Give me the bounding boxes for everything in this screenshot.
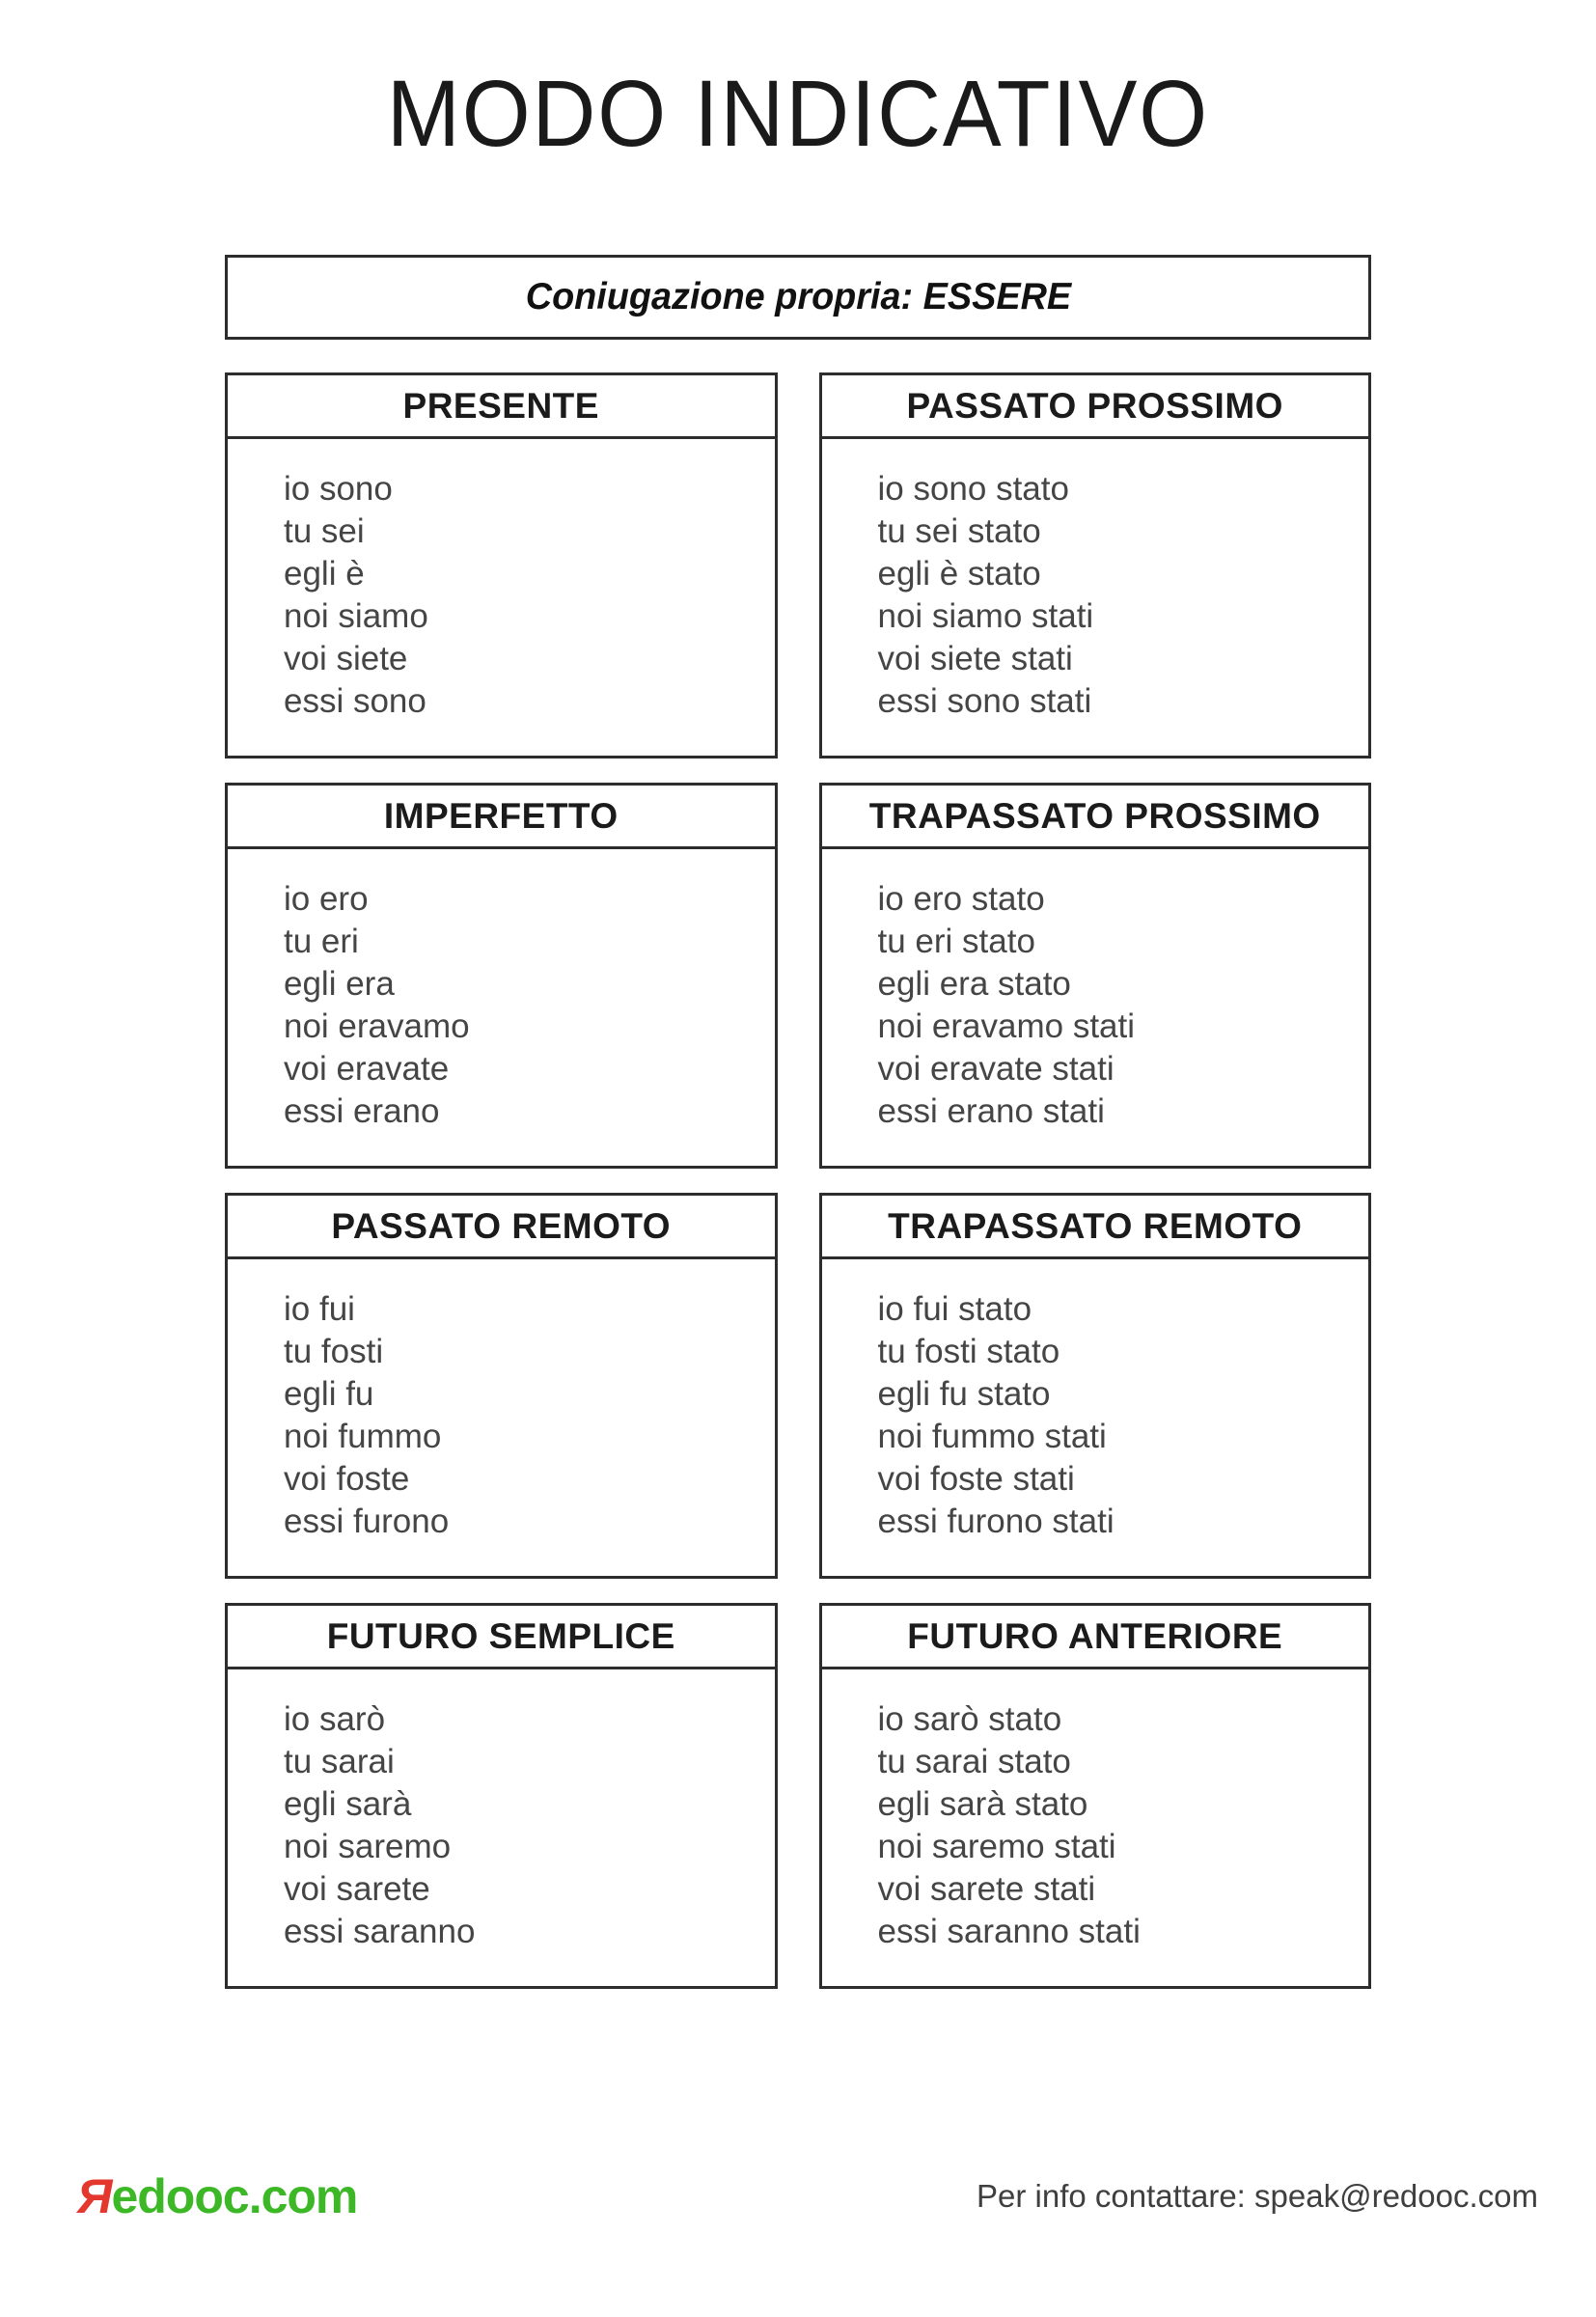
tense-box-futuro-anteriore [819,1603,1372,1989]
conjugation-sheet [225,255,1371,1989]
page-footer [0,2168,1596,2224]
tense-title-futuro-anteriore: FUTURO ANTERIORE [822,1606,1369,1669]
form-line: noi eravamo stati [877,1007,1136,1045]
tense-title-trapassato-prossimo: TRAPASSATO PROSSIMO [822,786,1369,849]
contact-info: Per info contattare: speak@redooc.com [977,2178,1538,2214]
redooc-logo [77,2168,357,2224]
form-line: egli è [284,555,365,593]
tense-forms-futuro-semplice [228,1669,775,1953]
tense-box-trapassato-prossimo [819,783,1372,1169]
form-line: tu eri [284,923,359,960]
form-line: essi erano stati [877,1092,1105,1130]
form-line: egli era [284,965,395,1003]
tense-forms-passato-prossimo [822,439,1369,723]
form-line: tu sarai stato [877,1743,1071,1780]
tense-grid [225,372,1371,1989]
form-line: egli fu stato [877,1375,1051,1413]
form-line: egli è stato [877,555,1041,593]
redooc-logo-text: edooc.com [111,2169,358,2223]
form-line: noi eravamo [284,1007,470,1045]
tense-box-passato-prossimo [819,372,1372,759]
tense-title-imperfetto: IMPERFETTO [228,786,775,849]
tense-box-imperfetto [225,783,778,1169]
page-title: MODO INDICATIVO [386,61,1210,166]
form-line: tu sei stato [877,512,1041,550]
form-line: voi siete [284,640,408,677]
tense-box-presente [225,372,778,759]
form-line: essi erano [284,1092,440,1130]
form-line: voi foste stati [877,1460,1075,1498]
form-line: noi siamo stati [877,597,1094,635]
conjugation-banner [225,255,1371,340]
form-line: io fui stato [877,1290,1032,1328]
tense-forms-trapassato-remoto [822,1259,1369,1543]
tense-forms-passato-remoto [228,1259,775,1543]
form-line: voi sarete stati [877,1870,1096,1908]
form-line: io fui [284,1290,355,1328]
form-line: voi siete stati [877,640,1073,677]
tense-forms-trapassato-prossimo [822,849,1369,1133]
form-line: io sarò [284,1700,386,1738]
form-line: egli sarà [284,1785,412,1823]
form-line: egli fu [284,1375,374,1413]
form-line: tu fosti [284,1333,384,1370]
form-line: noi siamo [284,597,428,635]
form-line: noi fummo stati [877,1418,1107,1455]
form-line: egli era stato [877,965,1071,1003]
tense-forms-futuro-anteriore [822,1669,1369,1953]
form-line: tu fosti stato [877,1333,1060,1370]
form-line: essi saranno [284,1913,476,1950]
form-line: essi sono stati [877,682,1092,720]
form-line: io ero [284,880,369,918]
form-line: voi eravate stati [877,1050,1114,1088]
tense-title-trapassato-remoto: TRAPASSATO REMOTO [822,1196,1369,1259]
form-line: essi furono stati [877,1503,1114,1540]
conjugation-banner-label: Coniugazione propria: ESSERE [525,276,1071,317]
form-line: io ero stato [877,880,1045,918]
form-line: voi foste [284,1460,410,1498]
form-line: tu sei [284,512,365,550]
form-line: tu sarai [284,1743,395,1780]
tense-title-passato-remoto: PASSATO REMOTO [228,1196,775,1259]
form-line: egli sarà stato [877,1785,1088,1823]
form-line: voi eravate [284,1050,450,1088]
tense-box-trapassato-remoto [819,1193,1372,1579]
tense-title-passato-prossimo: PASSATO PROSSIMO [822,375,1369,439]
tense-title-presente: PRESENTE [228,375,775,439]
form-line: essi furono [284,1503,450,1540]
tense-box-passato-remoto [225,1193,778,1579]
form-line: noi fummo [284,1418,442,1455]
form-line: io sono stato [877,470,1069,508]
tense-box-futuro-semplice [225,1603,778,1989]
form-line: tu eri stato [877,923,1035,960]
form-line: noi saremo [284,1828,452,1865]
redooc-logo-r-glyph: Я [77,2169,112,2223]
form-line: essi sono [284,682,427,720]
tense-forms-imperfetto [228,849,775,1133]
tense-title-futuro-semplice: FUTURO SEMPLICE [228,1606,775,1669]
form-line: io sono [284,470,393,508]
form-line: noi saremo stati [877,1828,1116,1865]
form-line: io sarò stato [877,1700,1062,1738]
form-line: voi sarete [284,1870,430,1908]
tense-forms-presente [228,439,775,723]
form-line: essi saranno stati [877,1913,1141,1950]
